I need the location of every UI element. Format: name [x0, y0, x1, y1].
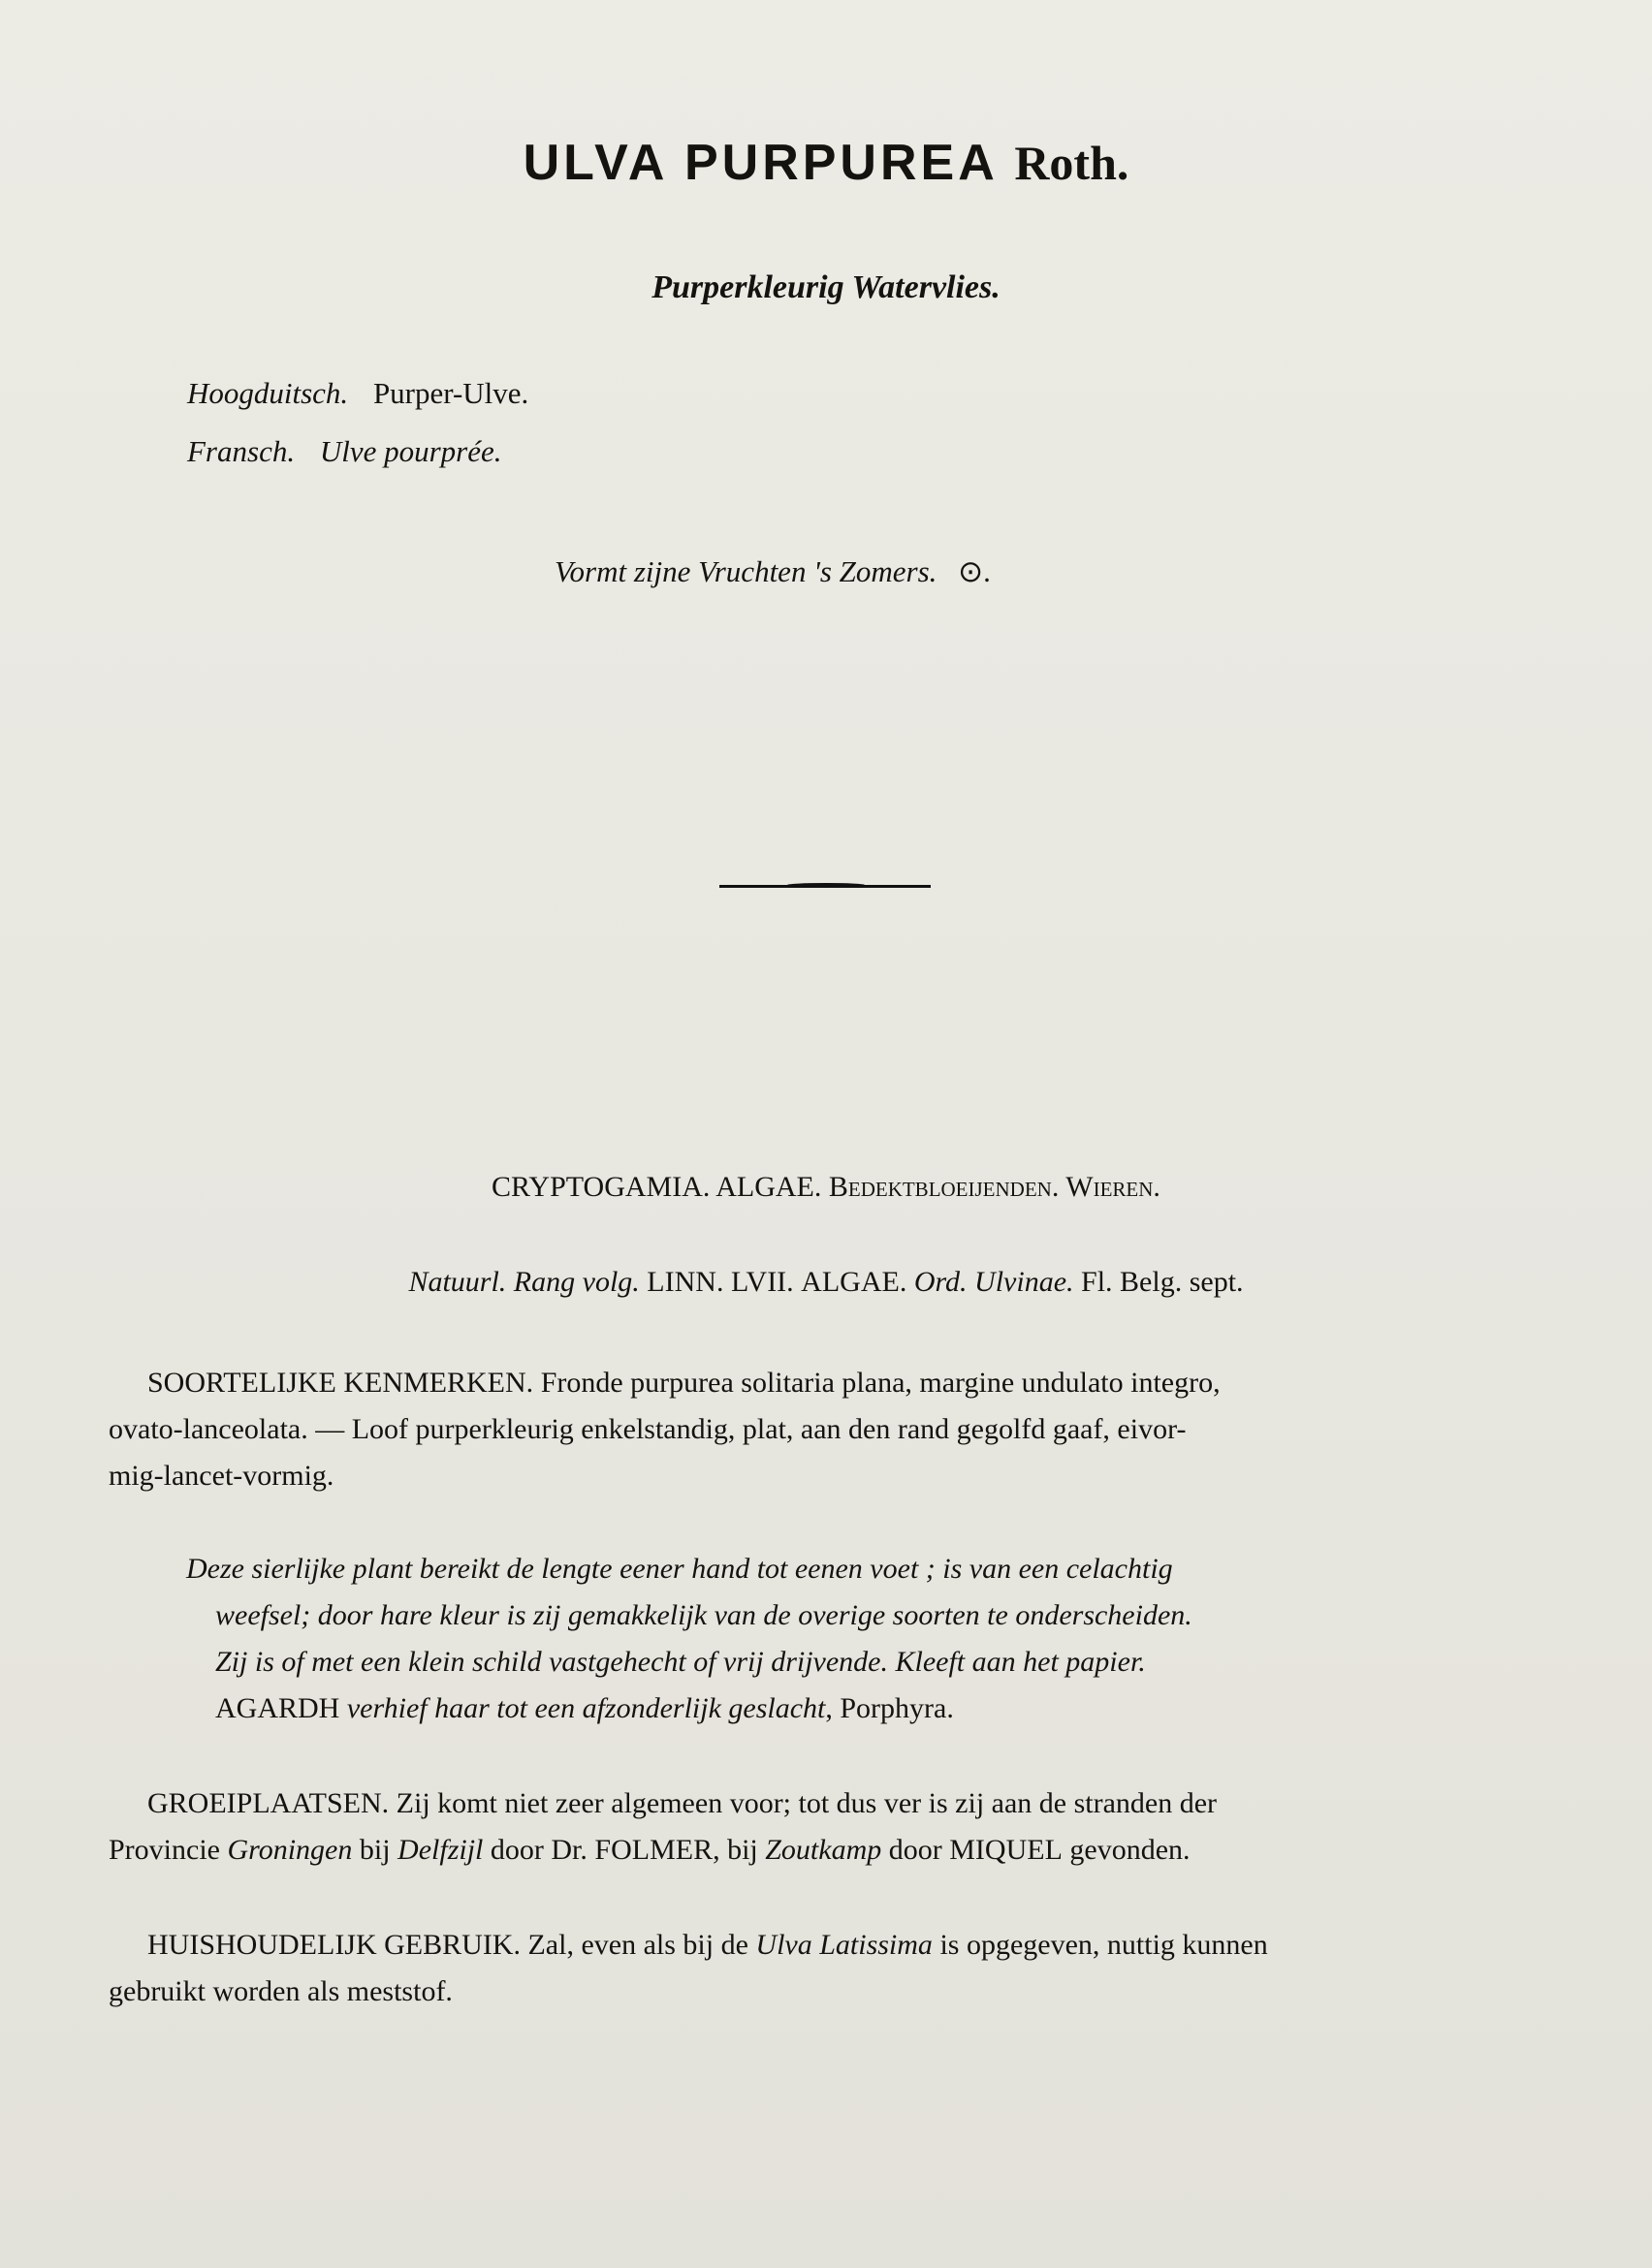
- common-name: Purperkleurig Watervlies.: [651, 269, 1001, 305]
- page-title: [0, 134, 1652, 192]
- rank-b: LINN.: [647, 1266, 724, 1298]
- gebruik-text: is opgegeven, nuttig kunnen: [939, 1929, 1268, 1961]
- place-zoutkamp: Zoutkamp: [765, 1834, 882, 1866]
- rank-a: Natuurl. Rang volg.: [408, 1266, 640, 1298]
- gebruik-line-1: [147, 1929, 1268, 1962]
- language-label: Hoogduitsch.: [187, 376, 349, 410]
- person-folmer: FOLMER: [594, 1834, 714, 1866]
- section-heading: SOORTELIJKE KENMERKEN.: [147, 1367, 534, 1399]
- language-label: Fransch.: [187, 434, 296, 468]
- rank-e: Ord. Ulvinae.: [913, 1266, 1074, 1298]
- groei-text: door: [888, 1834, 942, 1866]
- groei-text: Provincie: [109, 1834, 220, 1866]
- species-author: Roth.: [1014, 136, 1129, 190]
- annual-symbol: ⊙.: [958, 554, 991, 588]
- section-heading: HUISHOUDELIJK GEBRUIK.: [147, 1929, 521, 1961]
- description-line-4: [215, 1692, 954, 1725]
- author-agardh: AGARDH: [215, 1692, 340, 1724]
- classification-line: CRYPTOGAMIA. ALGAE. Bedektbloeijenden. Wieren.: [492, 1171, 1160, 1203]
- section-heading: GROEIPLAATSEN.: [147, 1787, 390, 1819]
- language-name: Ulve pourprée.: [319, 434, 502, 468]
- groei-text: gevonden.: [1069, 1834, 1191, 1866]
- description-line-2: weefsel; door hare kleur is zij gemakkelijk van de overige soorten te onderscheiden.: [215, 1599, 1192, 1631]
- genus-porphyra: , Porphyra.: [825, 1692, 954, 1724]
- groei-line-1: [147, 1787, 1217, 1820]
- groei-text: door Dr.: [490, 1834, 588, 1866]
- fruiting-note: [555, 554, 991, 589]
- description-line-1: Deze sierlijke plant bereikt de lengte eener hand tot eenen voet ; is van een celachtig: [186, 1553, 1173, 1585]
- divider-rule: [719, 885, 931, 888]
- kenmerken-line-2: ovato-lanceolata. — Loof purperkleurig enkelstandig, plat, aan den rand gegolfd gaaf, eivor-: [109, 1413, 1187, 1445]
- fruiting-text: Vormt zijne Vruchten 's Zomers.: [555, 554, 937, 588]
- language-line-german: [187, 376, 528, 411]
- kenmerken-text: Fronde purpurea solitaria plana, margine undulato integro,: [540, 1367, 1221, 1399]
- language-line-french: [187, 434, 520, 469]
- language-name: Purper-Ulve.: [372, 376, 529, 410]
- groei-text: , bij: [713, 1834, 758, 1866]
- person-miquel: MIQUEL: [949, 1834, 1063, 1866]
- description-line-3: Zij is of met een klein schild vastgehecht of vrij drijvende. Kleeft aan het papier.: [215, 1646, 1146, 1678]
- groei-text: bij: [359, 1834, 391, 1866]
- rank-d: ALGAE.: [801, 1266, 907, 1298]
- kenmerken-line-3: mig-lancet-vormig.: [109, 1460, 334, 1492]
- place-delfzijl: Delfzijl: [397, 1834, 484, 1866]
- rank-line: [0, 1266, 1652, 1299]
- rank-f: Fl. Belg. sept.: [1081, 1266, 1244, 1298]
- species-name: ULVA PURPUREA: [523, 135, 997, 191]
- groei-text: Zij komt niet zeer algemeen voor; tot dus ver is zij aan de stranden der: [396, 1787, 1218, 1819]
- description-text: verhief haar tot een afzonderlijk geslacht: [346, 1692, 826, 1724]
- groei-line-2: [109, 1834, 1191, 1867]
- gebruik-line-2: gebruikt worden als meststof.: [109, 1975, 453, 2007]
- place-groningen: Groningen: [227, 1834, 353, 1866]
- rank-c: LVII.: [730, 1266, 794, 1298]
- kenmerken-line-1: [147, 1367, 1221, 1400]
- gebruik-text: Zal, even als bij de: [527, 1929, 748, 1961]
- species-ref: Ulva Latissima: [755, 1929, 933, 1961]
